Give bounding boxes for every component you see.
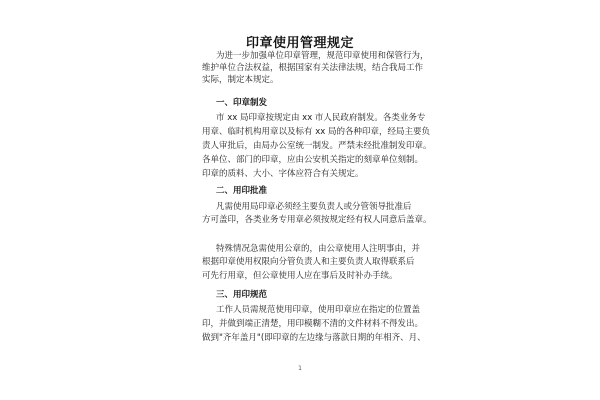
section-heading: 一、印章制发 xyxy=(216,98,268,108)
paragraph-line: 根据印章使用权限向分管负责人和主要负责人取得联系后 xyxy=(202,257,415,267)
paragraph-line: 实际，制定本规定。 xyxy=(202,75,279,85)
page-number: 1 xyxy=(298,365,302,372)
page-title: 印章使用管理规定 xyxy=(245,36,354,51)
paragraph-line: 维护单位合法权益，根据国家有关法律法规，结合我局工作 xyxy=(202,63,424,73)
paragraph-line: 特殊情况急需使用公章的，由公章使用人注明事由，并 xyxy=(216,244,421,254)
paragraph-line: 做到"齐年盖月"(即印章的左边缘与落款日期的年相齐、月、 xyxy=(202,333,426,343)
paragraph-line: 方可盖印，各类业务专用章必须按规定经有权人同意后盖章。 xyxy=(202,215,432,225)
section-heading: 二、用印批准 xyxy=(216,186,268,196)
paragraph-line: 印，并做到端正清楚，用印模糊不清的文件材料不得发出。 xyxy=(202,319,424,329)
paragraph-line: 各单位、部门的印章，应由公安机关指定的刻章单位刻制。 xyxy=(202,155,424,165)
paragraph-line: 印章的质料、大小、字体应符合有关规定。 xyxy=(202,169,364,179)
paragraph-line: 工作人员需规范使用印章，使用印章应在指定的位置盖 xyxy=(216,305,421,315)
paragraph-line: 市 xx 局印章按规定由 xx 市人民政府制发。各类业务专 xyxy=(216,113,426,123)
paragraph-line: 为进一步加强单位印章管理，规范印章使用和保管行为， xyxy=(216,51,429,61)
paragraph-line: 可先行用章，但公章使用人应在事后及时补办手续。 xyxy=(202,271,398,281)
paragraph-line: 用章、临时机构用章以及标有 xx 局的各种印章，经局主要负 xyxy=(202,127,430,137)
paragraph-line: 凡需使用局印章必须经主要负责人或分管领导批准后 xyxy=(216,202,412,212)
paragraph-line: 责人审批后，由局办公室统一制发。严禁未经批准制发印章。 xyxy=(202,141,432,151)
section-heading: 三、用印规范 xyxy=(216,290,268,300)
